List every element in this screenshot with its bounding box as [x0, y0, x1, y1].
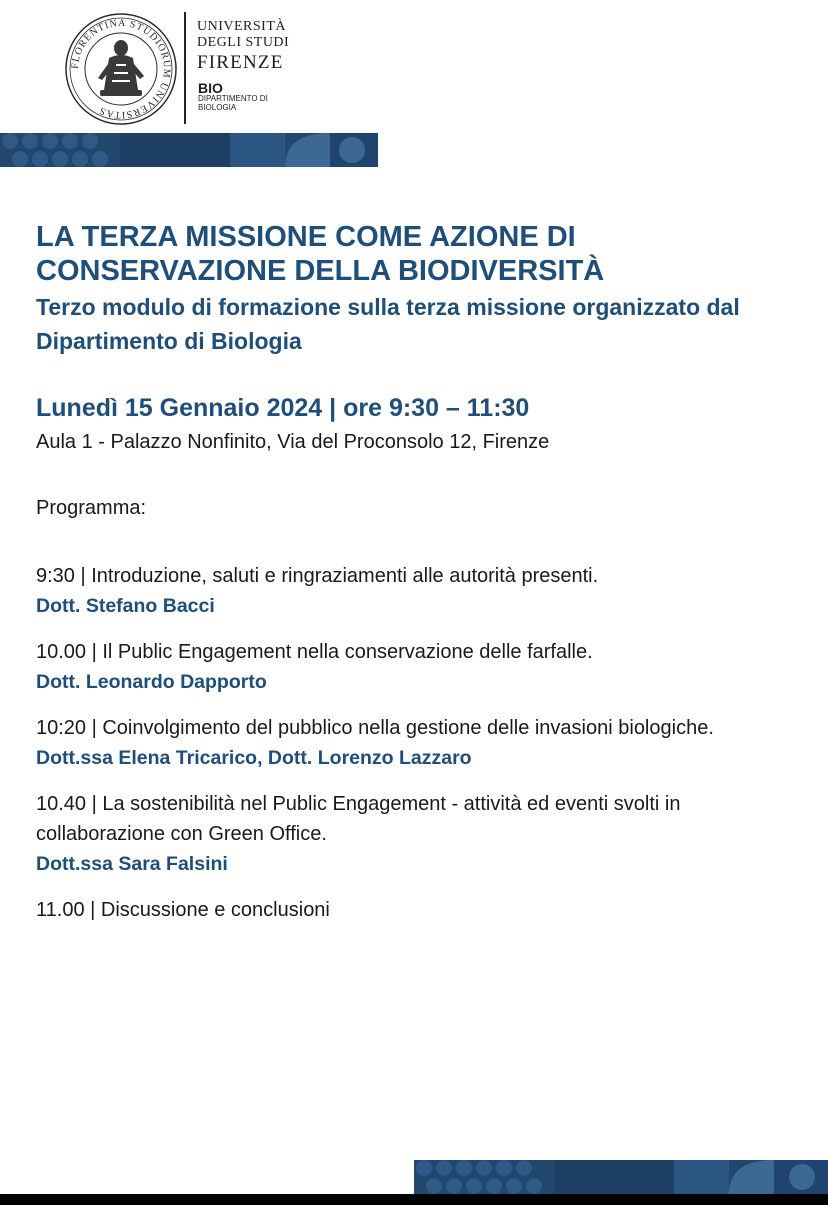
event-venue: Aula 1 - Palazzo Nonfinito, Via del Proconsolo 12, Firenze [36, 431, 550, 453]
program-label: Programma: [36, 497, 147, 519]
department-abbreviation: BIO [198, 80, 223, 96]
university-seal-logo [64, 12, 178, 126]
agenda-item-text: 9:30 | Introduzione, saluti e ringraziamenti alle autorità presenti. [36, 565, 599, 587]
decorative-band-top [0, 133, 378, 167]
event-subtitle: Terzo modulo di formazione sulla terza missione organizzato dal Dipartimento di Biologia [36, 294, 740, 354]
logo-divider [184, 12, 186, 124]
agenda-item [36, 789, 806, 879]
agenda-item [36, 895, 806, 925]
university-name-line1: UNIVERSITÀ [197, 19, 286, 34]
agenda-list [36, 561, 806, 941]
agenda-item-text: 10.00 | Il Public Engagement nella conservazione delle farfalle. [36, 641, 593, 663]
decorative-band-bottom [414, 1160, 828, 1194]
university-name [197, 20, 289, 72]
bottom-black-bar [0, 1194, 828, 1205]
university-name-line2: DEGLI STUDI [197, 35, 290, 50]
agenda-item-speaker: Dott. Stefano Bacci [36, 595, 215, 617]
agenda-item-speaker: Dott.ssa Sara Falsini [36, 853, 228, 875]
agenda-item-text: 10.40 | La sostenibilità nel Public Engagement - attività ed eventi svolti in collaborazione con Green Office. [36, 793, 681, 845]
agenda-item-text: 10:20 | Coinvolgimento del pubblico nella gestione delle invasioni biologiche. [36, 717, 714, 739]
event-date-time: Lunedì 15 Gennaio 2024 | ore 9:30 – 11:30 [36, 394, 530, 422]
agenda-item [36, 561, 806, 621]
event-title: LA TERZA MISSIONE COME AZIONE DI CONSERVAZIONE DELLA BIODIVERSITÀ [36, 221, 605, 287]
university-name-line3: FIRENZE [197, 52, 284, 73]
agenda-item [36, 637, 806, 697]
seal-text: FLORENTINA STUDIORUM UNIVERSITAS [69, 17, 173, 121]
agenda-item-text: 11.00 | Discussione e conclusioni [36, 899, 330, 921]
agenda-item-speaker: Dott. Leonardo Dapporto [36, 671, 267, 693]
agenda-item-speaker: Dott.ssa Elena Tricarico, Dott. Lorenzo Lazzaro [36, 747, 472, 769]
agenda-item [36, 713, 806, 773]
department-name: DIPARTIMENTO DI BIOLOGIA [198, 94, 268, 112]
